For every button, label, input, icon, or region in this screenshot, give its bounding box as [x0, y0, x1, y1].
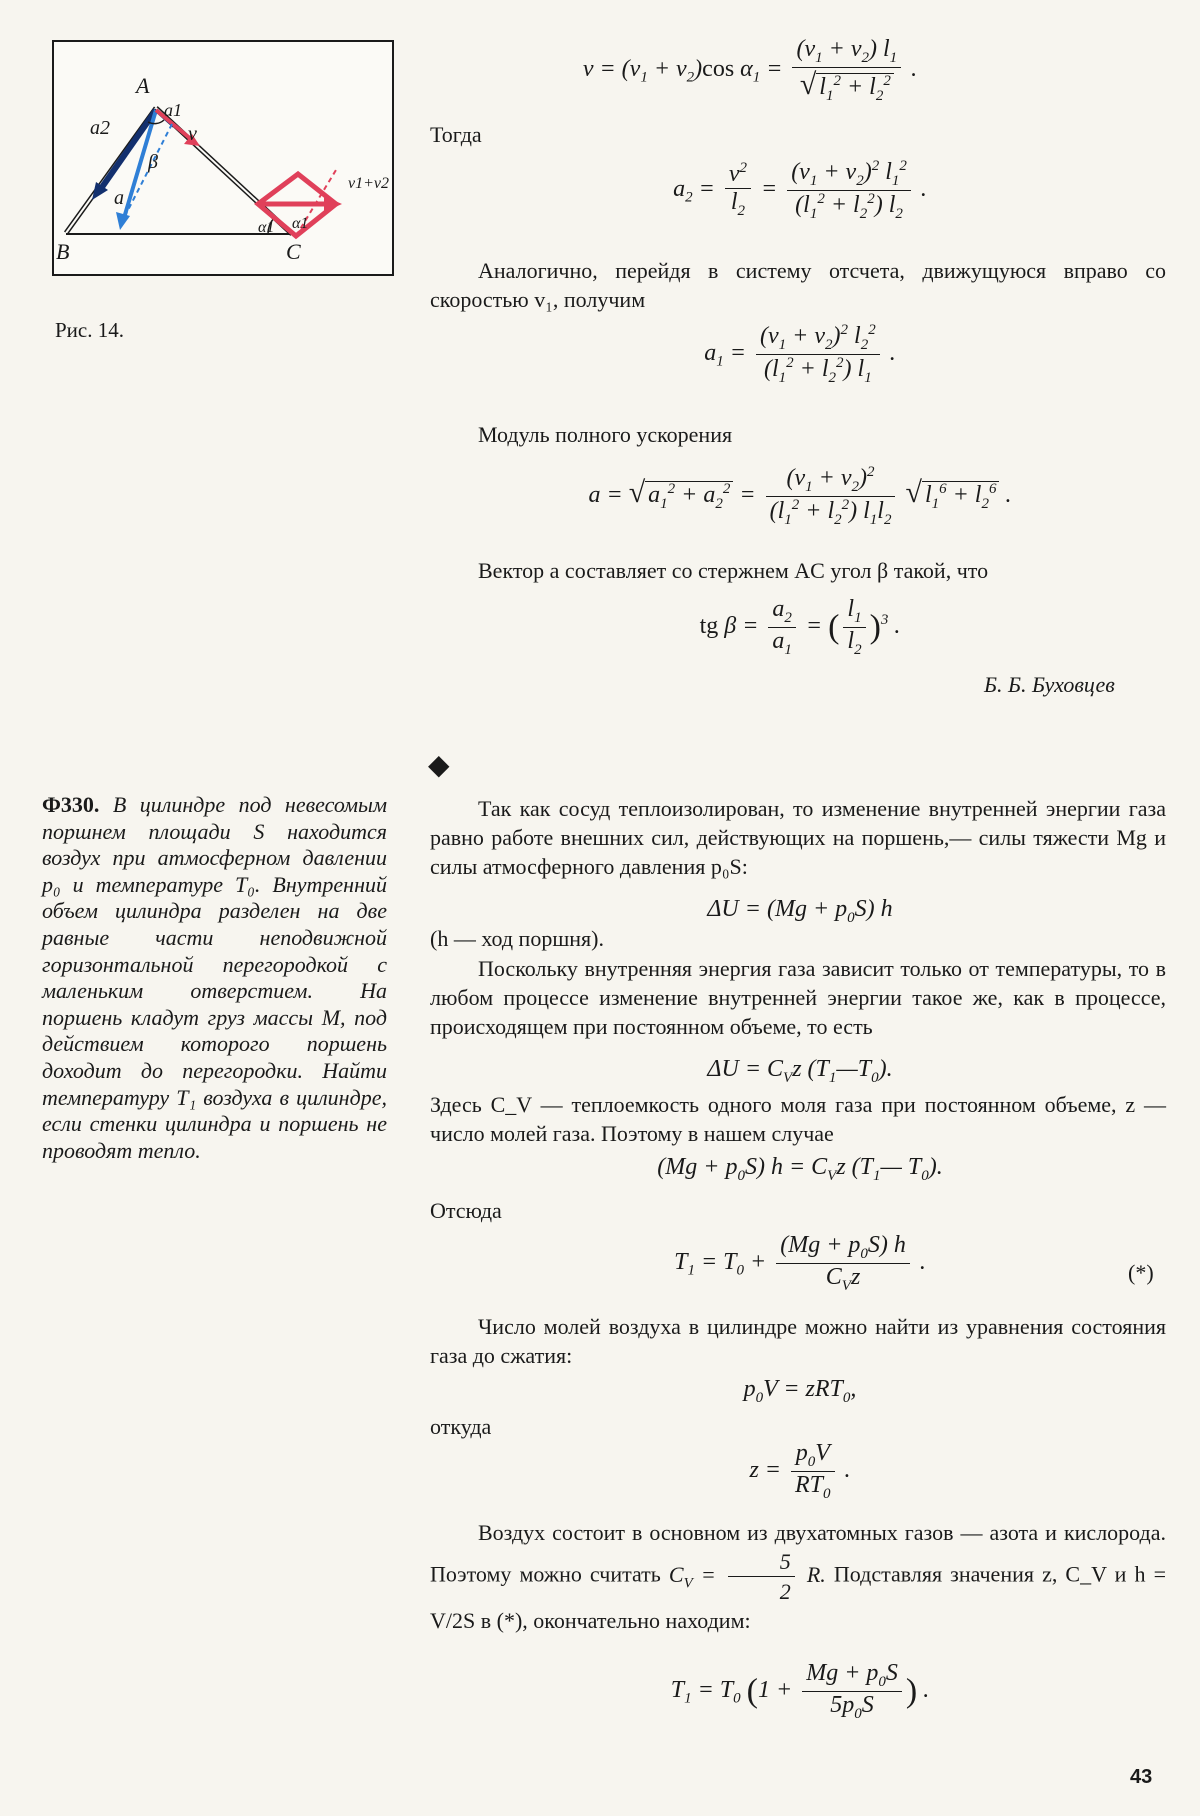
star-marker: (*) [1128, 1260, 1154, 1285]
label-a2: a2 [90, 117, 110, 139]
eq-z: z = $\frac{p_0V}{RT_0}$ . [749, 1440, 851, 1502]
eq-a1: $a_1$ = $\frac{(v_1 + v_2)^2 l_2^2}{(l_1^2 + l_2^2) l_1}$ . [704, 322, 896, 386]
text-otkuda: откуда [430, 1414, 492, 1439]
label-b-vertex: B [56, 239, 70, 264]
text-modul: Модуль полного ускорения [478, 422, 733, 447]
text-otsyuda: Отсюда [430, 1198, 502, 1223]
para-3: Здесь C_V — теплоемкость одного моля газа при постоянном объеме, z — число молей газа. Поэтому в нашем случае [430, 1092, 1166, 1146]
problem-text: В цилиндре под невесомым поршнем площади S находится воздух при атмосферном давлении p₀ и температуре T₀. Внутренний объем цилиндра разделен на две равные части неподвижной горизонтальной перегородкой с маленьким отверстием. На поршень кладут груз массы M, под действием которого поршень доходит до перегородки. Найти температуру T₁ воздуха в цилиндре, если стенки цилиндра и поршень не проводят тепло. [42, 792, 387, 1163]
eq-t1-star: $T_1 = T_0$ + $\frac{(Mg + p_0S) h}{C_Vz}$ . [674, 1232, 926, 1294]
eq-a-total: a = √ $a_1^2 + a_2^2$ = $\frac{(v_1 + v_2)^2}{(l_1^2 + l_2^2) l_1l_2}$ √ $l_1^6 + l_2^6$ . [588, 464, 1012, 528]
text-analog: Аналогично, перейдя в систему отсчета, движущуюся вправо со скоростью v₁, получим [430, 258, 1166, 312]
label-a1: a1 [164, 100, 182, 120]
eq-tg-beta: tg β = $\frac{a_2}{a_1}$ = ( $\frac{l_1}{l_2}$ )$^3$ . [699, 596, 901, 658]
para-5a-text: Воздух состоит в основном из двухатомных газов — азота и кислорода. Поэтому можно считать [430, 1520, 1166, 1587]
eq-velocity: $v = (v_1 + v_2)\cos$ $\alpha_1$ = $\frac{(v_1 + v_2) l_1}{√ l_1^2 + l_2^2}$ . [582, 36, 918, 104]
eq-delta-u-cv: $\Delta U = C_Vz$ $(T_1—T_0)$. [707, 1056, 893, 1086]
label-a-vec: a [114, 187, 124, 209]
diamond-marker: ◆ [428, 750, 450, 781]
triangle-diagram [52, 40, 394, 276]
label-v1v2: v1+v2 [348, 175, 389, 192]
page-number: 43 [1130, 1766, 1153, 1788]
eq-cv: $C_V$ = $\frac{5}{2}$ R. [668, 1549, 826, 1604]
eq-a2: $a_2$ = $\frac{v^2}{l_2}$ = $\frac{(v_1 + v_2)^2 l_1^2}{(l_1^2 + l_2^2) l_2}$ . [673, 158, 927, 222]
text-vector: Вектор a составляет со стержнем AC угол β такой, что [478, 558, 989, 583]
para-4: Число молей воздуха в цилиндре можно найти из уравнения состояния газа до сжатия: [430, 1314, 1166, 1368]
problem-f330 [42, 792, 387, 1164]
figure-14 [52, 40, 394, 276]
label-alpha1: α1 [258, 219, 275, 236]
para-1: Так как сосуд теплоизолирован, то изменение внутренней энергии газа равно работе внешних сил, действующих на поршень,— силы тяжести Mg и силы атмосферного давления p₀S: [430, 796, 1166, 879]
label-c-vertex: C [286, 239, 301, 264]
figure-caption: Рис. 14. [55, 318, 124, 342]
eq-energy-balance: $(Mg + p_0S)$ $h = C_Vz$ ($T_1—$ $T_0$). [657, 1154, 943, 1184]
problem-id: Ф330. [42, 792, 100, 817]
label-a-vertex: A [136, 73, 150, 98]
label-alpha1-parallelogram: α1 [292, 215, 309, 232]
figure-frame [53, 41, 393, 275]
para-5a [430, 1518, 1166, 1635]
text-togda: Тогда [430, 122, 482, 147]
eq-delta-u: $\Delta U = (Mg + p_0S)$ h [707, 896, 893, 926]
para-5b-text: Подставляя значения z, C_V и h = V/2S в (*), окончательно находим: [430, 1561, 1166, 1633]
eq-t1-final: $T_1 = T_0$ (1 + $\frac{Mg + p_0S}{5p_0S}$ ) . [670, 1660, 930, 1722]
eq-state: $p_0V = zRT_0$, [743, 1376, 857, 1406]
para-2: Поскольку внутренняя энергия газа зависит только от температуры, то в любом процессе изменение внутренней энергии такое же, как в процессе, происходящем при постоянном объеме, то есть [430, 956, 1166, 1039]
label-v: v [188, 123, 197, 145]
text-h-line: (h — ход поршня). [430, 926, 604, 951]
author-signature: Б. Б. Буховцев [984, 672, 1115, 697]
label-beta: β [148, 151, 158, 173]
